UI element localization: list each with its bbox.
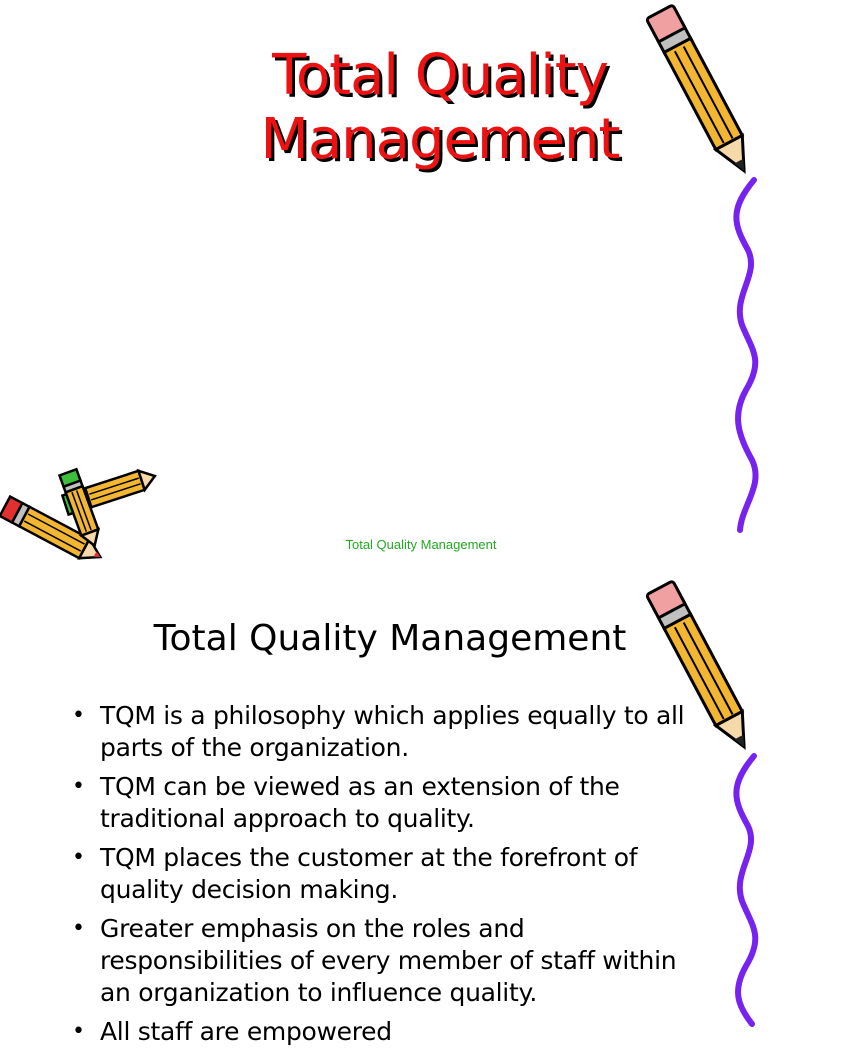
slide-title: [160, 44, 720, 172]
pencil-icon: [640, 0, 760, 185]
title-line-1: Total Quality: [272, 43, 608, 108]
bullet-text: TQM places the customer at the forefront of quality decision making.: [100, 843, 638, 904]
bullet-item: [72, 913, 702, 1009]
slide-footer: Total Quality Management: [345, 537, 497, 552]
squiggle-border: [724, 180, 768, 540]
bullet-item: [72, 842, 702, 906]
bullet-text: TQM is a philosophy which applies equally to all parts of the organization.: [100, 701, 685, 762]
bullet-list: [72, 700, 702, 1055]
squiggle-border: [724, 756, 768, 1024]
bullet-marker: •: [72, 703, 85, 728]
bullet-item: [72, 771, 702, 835]
bullet-text: TQM can be viewed as an extension of the traditional approach to quality.: [100, 772, 620, 833]
bullet-item: [72, 1016, 702, 1048]
crossed-pencils-icon: [0, 462, 160, 570]
content-slide: [0, 576, 768, 1046]
title-line-2: Management: [260, 107, 620, 172]
bullet-marker: •: [72, 774, 85, 799]
bullet-item: [72, 700, 702, 764]
slide-heading: Total Quality Management: [153, 618, 627, 659]
bullet-marker: •: [72, 845, 85, 870]
bullet-marker: •: [72, 1019, 85, 1044]
bullet-text: Greater emphasis on the roles and responsibilities of every member of staff within an organization to influence quality.: [100, 914, 677, 1007]
bullet-text: All staff are empowered: [100, 1017, 392, 1046]
title-slide: [0, 0, 768, 570]
bullet-marker: •: [72, 916, 85, 941]
